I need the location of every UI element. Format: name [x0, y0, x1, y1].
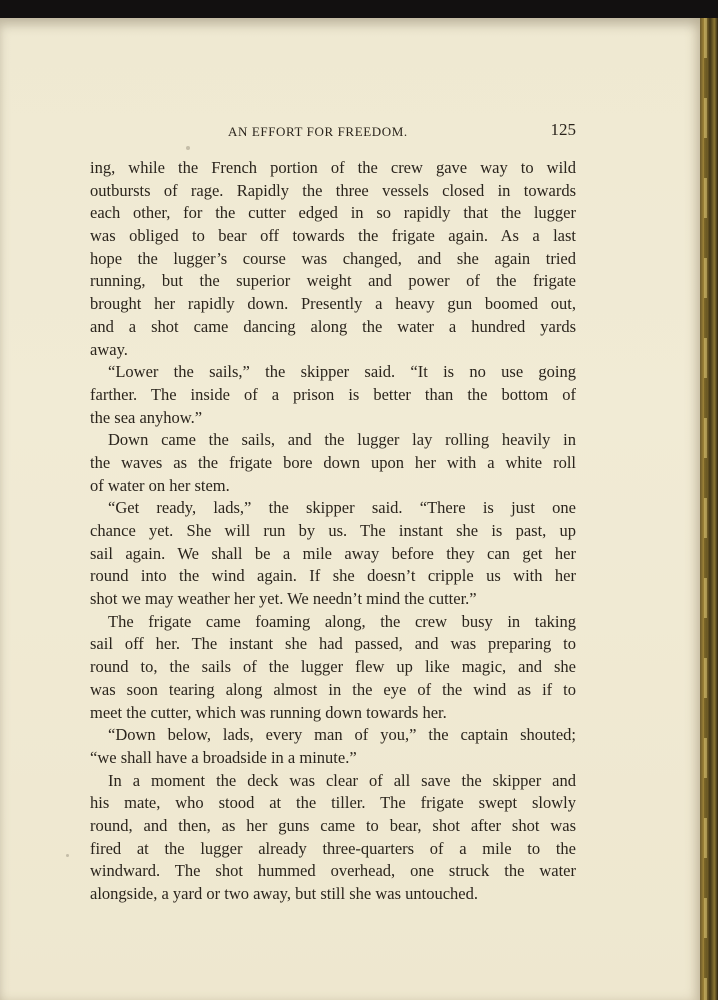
text-line: shot we may weather her yet. We needn’t mind the cutter.”: [90, 589, 477, 609]
paper-speck: [66, 854, 69, 857]
page-header: [90, 120, 576, 144]
text-line: In a moment the deck was clear of all save the skipper and: [108, 770, 576, 790]
text-line: outbursts of rage. Rapidly the three vessels closed in towards: [90, 180, 576, 200]
paper-speck: [186, 146, 190, 150]
body-text: [90, 157, 576, 906]
text-line: The frigate came foaming along, the crew busy in taking: [108, 611, 576, 631]
text-line: sail again. We shall be a mile away before they can get her: [90, 543, 576, 563]
text-line: was obliged to bear off towards the frigate again. As a last: [90, 226, 576, 246]
text-line: alongside, a yard or two away, but still she was untouched.: [90, 884, 478, 903]
text-line: his mate, who stood at the tiller. The frigate swept slowly: [90, 793, 576, 813]
text-line: the waves as the frigate bore down upon her with a white roll: [90, 452, 576, 472]
running-head: AN EFFORT FOR FREEDOM.: [228, 124, 408, 139]
text-line: brought her rapidly down. Presently a heavy gun boomed out,: [90, 294, 576, 314]
text-line: round, and then, as her guns came to bear, shot after shot was: [90, 815, 576, 835]
page-number: 125: [550, 120, 576, 139]
text-line: fired at the lugger already three-quarters of a mile to the: [90, 838, 576, 858]
text-line: “Lower the sails,” the skipper said. “It is no use going: [108, 362, 576, 382]
text-line: “Get ready, lads,” the skipper said. “There is just one: [108, 498, 576, 518]
text-line: “Down below, lads, every man of you,” the captain shouted;: [108, 725, 576, 745]
text-line: the sea anyhow.”: [90, 407, 203, 427]
text-line: farther. The inside of a prison is better than the bottom of: [90, 384, 576, 404]
page-stack-edge: [700, 18, 718, 1000]
text-line: round to, the sails of the lugger flew up like magic, and she: [90, 657, 576, 677]
text-line: “we shall have a broadside in a minute.”: [90, 747, 357, 767]
text-line: round into the wind again. If she doesn’t cripple us with her: [90, 566, 576, 586]
text-line: of water on her stem.: [90, 475, 230, 495]
text-line: each other, for the cutter edged in so rapidly that the lugger: [90, 203, 576, 223]
text-line: windward. The shot hummed overhead, one struck the water: [90, 861, 576, 881]
text-line: and a shot came dancing along the water a hundred yards: [90, 316, 576, 336]
text-line: Down came the sails, and the lugger lay rolling heavily in: [108, 430, 576, 450]
text-line: hope the lugger’s course was changed, and she again tried: [90, 248, 576, 268]
text-line: was soon tearing along almost in the eye of the wind as if to: [90, 679, 576, 699]
text-line: ing, while the French portion of the crew gave way to wild: [90, 158, 576, 177]
text-line: sail off her. The instant she had passed, and was preparing to: [90, 634, 576, 654]
text-line: meet the cutter, which was running down towards her.: [90, 702, 447, 722]
text-line: chance yet. She will run by us. The instant she is past, up: [90, 521, 576, 540]
text-line: away.: [90, 339, 128, 359]
text-line: running, but the superior weight and power of the frigate: [90, 271, 576, 291]
